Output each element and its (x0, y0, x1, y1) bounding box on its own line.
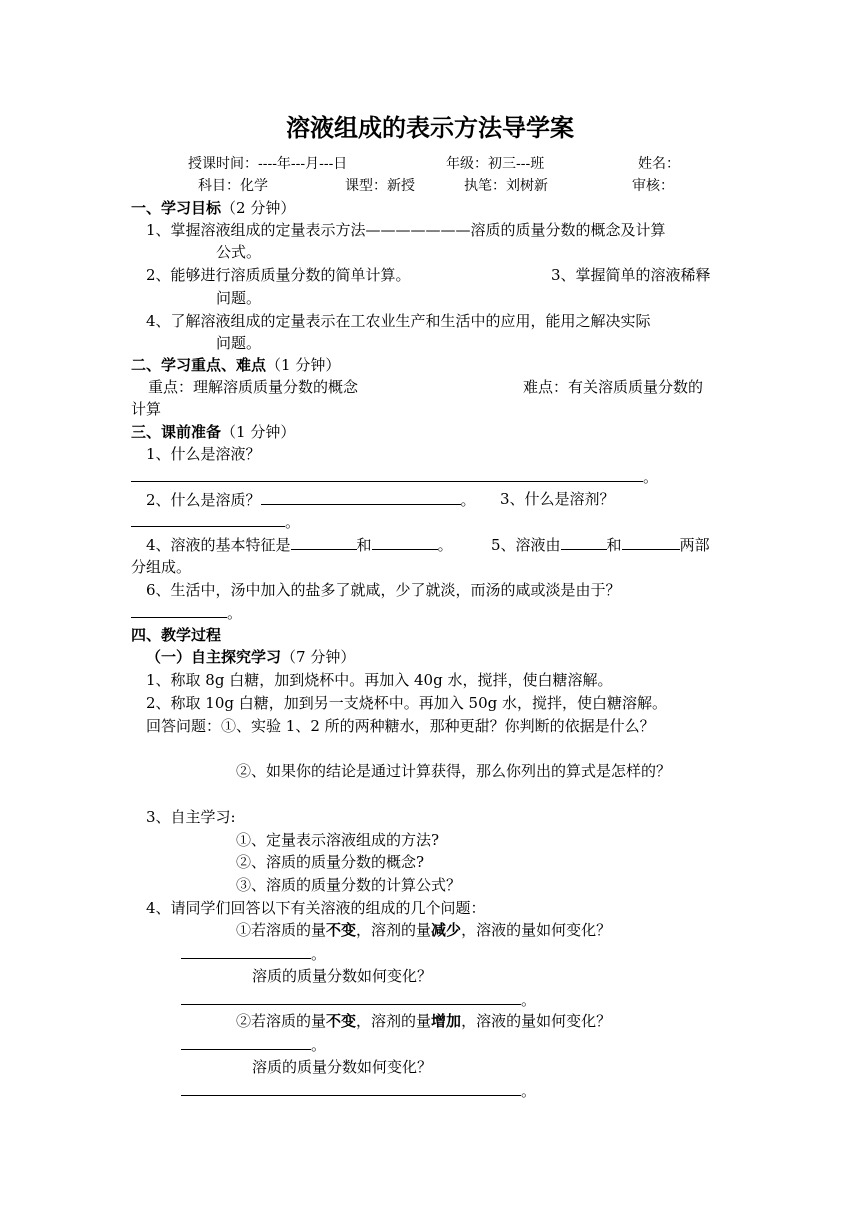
prep-q3: 3、什么是溶剂？ (500, 490, 615, 508)
question-2: ②、如果你的结论是通过计算获得，那么你列出的算式是怎样的？ (236, 762, 672, 780)
goal-2: 2、能够进行溶质质量分数的简单计算。 (146, 266, 411, 284)
prep-q6: 6、生活中，汤中加入的盐多了就咸，少了就淡，而汤的咸或淡是由于？ (146, 581, 621, 599)
section-2-heading: 二、学习重点、难点（1 分钟） (131, 356, 341, 374)
prep-q4: 4、溶液的基本特征是 和 。 (146, 533, 453, 556)
subsection-1-heading: （一）自主探究学习（7 分钟） (146, 648, 356, 666)
grade: 年级：初三---班 (446, 156, 545, 172)
case-1-answer-b[interactable]: 。 (181, 988, 536, 1011)
page-title: 溶液组成的表示方法导学案 (286, 114, 574, 142)
goal-3-cont: 问题。 (216, 289, 262, 307)
section-4-heading: 四、教学过程 (131, 626, 222, 644)
subject: 科目：化学 (198, 178, 268, 194)
self-study-1: ①、定量表示溶液组成的方法? (236, 831, 440, 849)
section-1-heading: 一、学习目标（2 分钟） (131, 199, 296, 217)
prep-q3-answer[interactable]: 。 (131, 510, 300, 533)
self-study-2: ②、溶质的质量分数的概念? (236, 853, 425, 871)
self-study-heading: 3、自主学习: (146, 808, 236, 826)
case-2: ②若溶质的量不变，溶剂的量增加，溶液的量如何变化？ (236, 1012, 612, 1030)
prep-q5: 5、溶液由 和 两部 (491, 533, 710, 556)
goal-3: 3、掌握简单的溶液稀释 (551, 266, 711, 284)
case-2-mass-fraction: 溶质的质量分数如何变化？ (252, 1058, 433, 1076)
difficulty-cont: 计算 (131, 400, 162, 418)
case-1-answer-a[interactable]: 。 (181, 942, 326, 965)
prep-q6-answer[interactable]: 。 (131, 601, 242, 624)
case-2-answer-b[interactable]: 。 (181, 1079, 536, 1102)
prep-q5-cont: 分组成。 (131, 558, 192, 576)
question-4-intro: 4、请同学们回答以下有关溶液的组成的几个问题： (146, 899, 486, 917)
prep-q1: 1、什么是溶液？ (146, 445, 261, 463)
student-name-label: 姓名： (638, 156, 680, 172)
goal-4: 4、了解溶液组成的定量表示在工农业生产和生活中的应用，能用之解决实际 (146, 312, 651, 330)
section-3-heading: 三、课前准备（1 分钟） (131, 423, 296, 441)
case-1: ①若溶质的量不变，溶剂的量减少，溶液的量如何变化？ (236, 921, 612, 939)
goal-1-cont: 公式。 (216, 243, 262, 261)
prep-q2: 2、什么是溶质？ 。 (146, 488, 476, 511)
goal-1: 1、掌握溶液组成的定量表示方法———————溶质的质量分数的概念及计算 (146, 221, 666, 239)
lesson-time: 授课时间：----年---月---日 (188, 156, 348, 172)
question-1: 回答问题：①、实验 1、2 所的两种糖水，那种更甜？你判断的依据是什么？ (146, 717, 655, 735)
case-1-mass-fraction: 溶质的质量分数如何变化？ (252, 967, 433, 985)
goal-4-cont: 问题。 (216, 334, 262, 352)
self-study-3: ③、溶质的质量分数的计算公式？ (236, 876, 462, 894)
experiment-1: 1、称取 8g 白糖，加到烧杯中。再加入 40g 水，搅拌，使白糖溶解。 (146, 671, 613, 689)
prep-q1-answer[interactable]: 。 (131, 465, 658, 488)
case-2-answer-a[interactable]: 。 (181, 1033, 326, 1056)
author: 执笔：刘树新 (464, 178, 548, 194)
difficulty: 难点：有关溶质质量分数的 (523, 378, 704, 396)
experiment-2: 2、称取 10g 白糖，加到另一支烧杯中。再加入 50g 水，搅拌，使白糖溶解。 (146, 694, 667, 712)
reviewer-label: 审核： (632, 178, 674, 194)
lesson-type: 课型：新授 (345, 178, 415, 194)
key-point: 重点：理解溶质质量分数的概念 (148, 378, 359, 396)
